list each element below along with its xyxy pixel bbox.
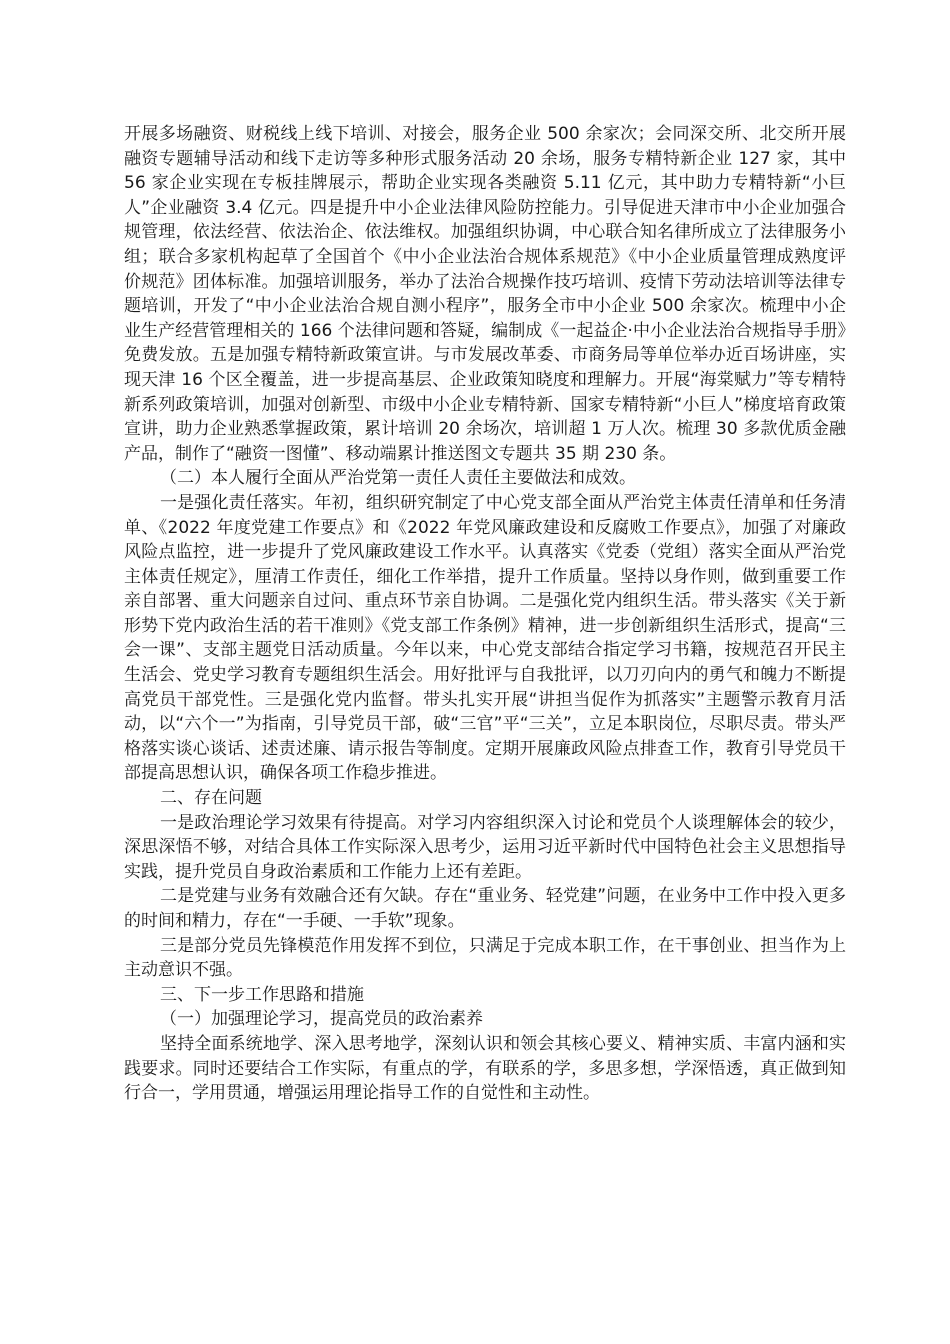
- document-page: [124, 122, 846, 1106]
- paragraph-theory-study-measures: 坚持全面系统地学、深入思考地学，深刻认识和领会其核心要义、精神实质、丰富内涵和实践要求。同时还要结合工作实际，有重点的学，有联系的学，多思多想，学深悟透，真正做到知行合一，学用贯通，增强运用理论指导工作的自觉性和主动性。: [124, 1033, 846, 1104]
- paragraph-financing-services: 开展多场融资、财税线上线下培训、对接会，服务企业 500 余家次；会同深交所、北交所开展融资专题辅导活动和线下走访等多种形式服务活动 20 余场，服务专精特新企业 127 家，其中 56 家企业实现在专板挂牌展示，帮助企业实现各类融资 5.11 亿元，其中助力专精特新“小巨人”企业融资 3.4 亿元。四是提升中小企业法律风险防控能力。引导促进天津市中小企业加强合规管理，依法经营、依法治企、依法维权。加强组织协调，中心联合知名律所成立了法律服务小组；联合多家机构起草了全国首个《中小企业法治合规体系规范》《中小企业质量管理成熟度评价规范》团体标准。加强培训服务，举办了法治合规操作技巧培训、疫情下劳动法培训等法律专题培训，开发了“中小企业法治合规自测小程序”，服务全市中小企业 500 余家次。梳理中小企业生产经营管理相关的 166 个法律问题和答疑，编制成《一起益企·中小企业法治合规指导手册》免费发放。五是加强专精特新政策宣讲。与市发展改革委、市商务局等单位举办近百场讲座，实现天津 16 个区全覆盖，进一步提高基层、企业政策知晓度和理解力。开展“海棠赋力”等专精特新系列政策培训，加强对创新型、市级中小企业专精特新、国家专精特新“小巨人”梯度培育政策宣讲，助力企业熟悉掌握政策，累计培训 20 余场次，培训超 1 万人次。梳理 30 多款优质金融产品，制作了“融资一图懂”、移动端累计推送图文专题共 35 期 230 条。: [124, 124, 846, 464]
- section-heading-existing-problems: 二、存在问题: [160, 788, 262, 809]
- paragraph-problem-theory-study: 一是政治理论学习效果有待提高。对学习内容组织深入讨论和党员个人谈理解体会的较少，深思深悟不够，对结合具体工作实际深入思考少，运用习近平新时代中国特色社会主义思想指导实践，提升党员自身政治素质和工作能力上还有差距。: [124, 812, 846, 882]
- paragraph-responsibility-implementation: 一是强化责任落实。年初，组织研究制定了中心党支部全面从严治党主体责任清单和任务清单、《2022 年度党建工作要点》和《2022 年党风廉政建设和反腐败工作要点》，加强了对廉政风险点监控，进一步提升了党风廉政建设工作水平。认真落实《党委（党组）落实全面从严治党主体责任规定》，厘清工作责任，细化工作举措，提升工作质量。坚持以身作则，做到重要工作亲自部署、重大问题亲自过问、重点环节亲自协调。二是强化党内组织生活。带头落实《关于新形势下党内政治生活的若干准则》《党支部工作条例》精神，进一步创新组织生活形式，提高“三会一课”、支部主题党日活动质量。今年以来，中心党支部结合指定学习书籍，按规范召开民主生活会、党史学习教育专题组织生活会。用好批评与自我批评，以刀刃向内的勇气和魄力不断提高党员干部党性。三是强化党内监督。带头扎实开展“讲担当促作为抓落实”主题警示教育月活动，以“六个一”为指南，引导党员干部，破“三官”平“三关”，立足本职岗位，尽职尽责。带头严格落实谈心谈话、述责述廉、请示报告等制度。定期开展廉政风险点排查工作，教育引导党员干部提高思想认识，确保各项工作稳步推进。: [124, 492, 846, 784]
- section-heading-party-responsibility: （二）本人履行全面从严治党第一责任人责任主要做法和成效。: [160, 468, 636, 489]
- paragraph-problem-party-business-integration: 二是党建与业务有效融合还有欠缺。存在“重业务、轻党建”问题，在业务中工作中投入更多的时间和精力，存在“一手硬、一手软”现象。: [124, 886, 846, 931]
- section-heading-next-steps: 三、下一步工作思路和措施: [160, 984, 364, 1005]
- subsection-heading-theory-study: （一）加强理论学习，提高党员的政治素养: [160, 1009, 483, 1030]
- paragraph-problem-pioneer-role: 三是部分党员先锋模范作用发挥不到位，只满足于完成本职工作，在干事创业、担当作为上主动意识不强。: [124, 935, 846, 981]
